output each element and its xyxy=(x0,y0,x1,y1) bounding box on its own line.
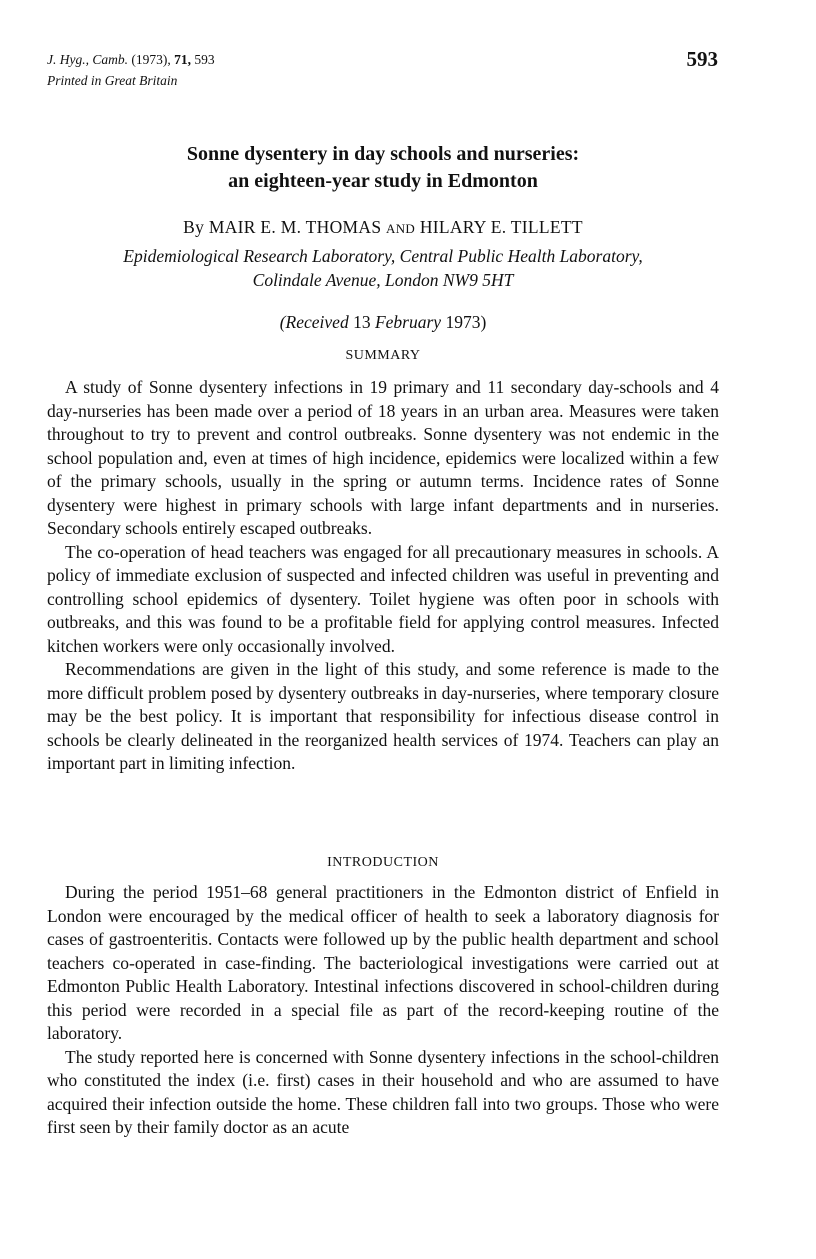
summary-paragraph: The co-operation of head teachers was engaged for all precautionary measures in schools. A policy of immediate exclusion of suspected and infected children was useful in preventing and controlling school epidemics of dysentery. Toilet hygiene was often poor in schools with outbreaks, and this was found to be a profitable field for applying control measures. Infected kitchen workers were only occasionally involved. xyxy=(47,541,719,656)
summary-paragraph: A study of Sonne dysentery infections in 19 primary and 11 secondary day-schools and 4 day-nurseries has been made over a period of 18 years in an urban area. Measures were taken throughout to try to prevent and control outbreaks. Sonne dysentery was not endemic in the school population and, even at times of high incidence, epidemics were localized within a few of the primary schools, usually in the spring or autumn terms. Incidence rates of Sonne dysentery were highest in primary schools with large infant departments and in nurseries. Secondary schools entirely escaped outbreaks. xyxy=(47,377,719,538)
affiliation-line-1: Epidemiological Research Laboratory, Central Public Health Laboratory, xyxy=(123,246,643,266)
author-2: HILARY E. TILLETT xyxy=(419,217,583,237)
affiliation xyxy=(0,244,766,292)
journal-citation xyxy=(47,49,215,91)
summary-heading: SUMMARY xyxy=(345,348,421,363)
page-number: 593 xyxy=(686,47,718,71)
title-line-2: an eighteen-year study in Edmonton xyxy=(228,170,538,192)
citation-line xyxy=(47,49,215,70)
introduction-paragraph: During the period 1951–68 general practitioners in the Edmonton district of Enfield in London were encouraged by the medical officer of health to seek a laboratory diagnosis for cases of gastroenteritis. Contacts were followed up by the public health department and school teachers co-operated in case-finding. The bacteriological investigations were carried out at Edmonton Public Health Laboratory. Intestinal infections discovered in school-children during this period were recorded in a special file as part of the record-keeping routine of the laboratory. xyxy=(47,882,719,1043)
printed-note: Printed in Great Britain xyxy=(47,73,178,88)
introduction-heading: INTRODUCTION xyxy=(327,855,439,870)
author-line xyxy=(0,217,766,238)
introduction-body xyxy=(47,881,719,1140)
title-line-1: Sonne dysentery in day schools and nurseries: xyxy=(186,143,580,165)
received-label: (Received xyxy=(279,312,349,332)
journal-year: (1973), xyxy=(131,52,171,67)
summary-paragraph: Recommendations are given in the light of this study, and some reference is made to the more difficult problem posed by dysentery outbreaks in day-nurseries, where temporary closure may be the best policy. It is important that responsibility for infectious disease control in schools be clearly delineated in the reorganized health services of 1974. Teachers can play an important part in limiting infection. xyxy=(47,659,719,773)
received-month: February xyxy=(374,312,442,332)
journal-page: 593 xyxy=(194,52,215,67)
and-label: AND xyxy=(386,221,416,236)
received-date xyxy=(0,312,766,333)
article-title xyxy=(0,141,766,195)
journal-volume: 71, xyxy=(174,52,191,67)
introduction-paragraph: The study reported here is concerned with Sonne dysentery infections in the school-children who constituted the index (i.e. first) cases in their household and who are assumed to have acquired their infection outside the home. These children fall into two groups. Those who were first seen by their family doctor as an acute xyxy=(47,1046,719,1137)
journal-abbrev: J. Hyg., Camb. xyxy=(47,52,128,67)
received-year: 1973) xyxy=(445,312,487,332)
received-day: 13 xyxy=(353,312,371,332)
affiliation-line-2: Colindale Avenue, London NW9 5HT xyxy=(252,270,514,290)
by-label: By xyxy=(183,217,205,237)
author-1: MAIR E. M. THOMAS xyxy=(208,217,382,237)
summary-body xyxy=(47,376,719,776)
